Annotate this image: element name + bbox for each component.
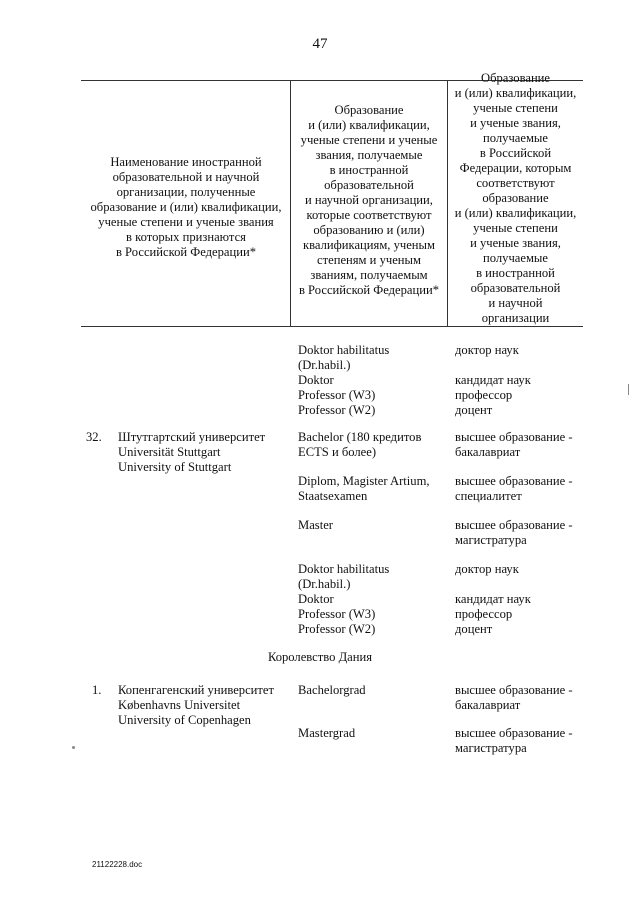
- row-foreign-master: Master: [298, 518, 333, 532]
- cont-foreign-doktor-habil: Doktor habilitatus (Dr.habil.): [298, 343, 390, 372]
- row-russian-magistratura: высшее образование - магистратура: [455, 518, 573, 547]
- row-russian-specialitet: высшее образование - специалитет: [455, 474, 573, 503]
- row-foreign-doktor-habil: Doktor habilitatus (Dr.habil.): [298, 562, 390, 591]
- header-divider-1: [290, 80, 291, 327]
- cont-foreign-professor-w2: Professor (W2): [298, 403, 376, 417]
- row-russian-kandidat: кандидат наук: [455, 592, 531, 606]
- header-russian-qualification: Образование и (или) квалификации, ученые степени и ученые звания, получаемые в Российской Федерации, которым соответствуют образование и (или) квалификации, ученые степени и ученые звания, получаемые в иностранной образовательной и научной организации: [454, 71, 577, 325]
- row-foreign-professor-w2: Professor (W2): [298, 622, 376, 636]
- row-russian-doktor-nauk: доктор наук: [455, 562, 519, 576]
- dk-entry-number: 1.: [92, 683, 102, 697]
- cont-russian-professor: профессор: [455, 388, 513, 402]
- cont-foreign-professor-w3: Professor (W3): [298, 388, 376, 402]
- header-foreign-qualification: Образование и (или) квалификации, ученые степени и ученые звания, получаемые в иностранной образовательной и научной организации, которые соответствуют образованию и (или) квалификациям, ученым степеням и ученым званиям, получаемым в Российской Федерации*: [298, 103, 440, 297]
- row-russian-professor: профессор: [455, 607, 513, 621]
- page-number: 47: [312, 36, 328, 52]
- cont-russian-doktor-nauk: доктор наук: [455, 343, 519, 357]
- header-organization: Наименование иностранной образовательной и научной организации, полученные образование и (или) квалификации, ученые степени и ученые звания в которых признаются в Российской Федерации*: [90, 155, 282, 259]
- dk-row-foreign-mastergrad: Mastergrad: [298, 726, 356, 740]
- entry-organization: Штутгартский университет Universität Stuttgart University of Stuttgart: [118, 430, 266, 474]
- header-bottom-rule: [81, 326, 583, 327]
- section-title: Королевство Дания: [267, 650, 373, 664]
- dk-row-foreign-bachelorgrad: Bachelorgrad: [298, 683, 366, 697]
- row-foreign-diplom: Diplom, Magister Artium, Staatsexamen: [298, 474, 430, 503]
- entry-number: 32.: [86, 430, 102, 444]
- header-divider-2: [447, 80, 448, 327]
- row-foreign-bachelor: Bachelor (180 кредитов ECTS и более): [298, 430, 422, 459]
- scan-mark: [628, 384, 629, 395]
- dk-entry-organization: Копенгагенский университет Københavns Universitet University of Copenhagen: [118, 683, 275, 727]
- cont-russian-kandidat: кандидат наук: [455, 373, 531, 387]
- scan-mark: [72, 746, 75, 749]
- row-russian-docent: доцент: [455, 622, 493, 636]
- dk-row-russian-magistratura: высшее образование - магистратура: [455, 726, 573, 755]
- row-foreign-doktor: Doktor: [298, 592, 334, 606]
- cont-russian-docent: доцент: [455, 403, 493, 417]
- row-foreign-professor-w3: Professor (W3): [298, 607, 376, 621]
- dk-row-russian-bakalavriat: высшее образование - бакалавриат: [455, 683, 573, 712]
- footer-filename: 21122228.doc: [92, 860, 143, 869]
- cont-foreign-doktor: Doktor: [298, 373, 334, 387]
- row-russian-bakalavriat: высшее образование - бакалавриат: [455, 430, 573, 459]
